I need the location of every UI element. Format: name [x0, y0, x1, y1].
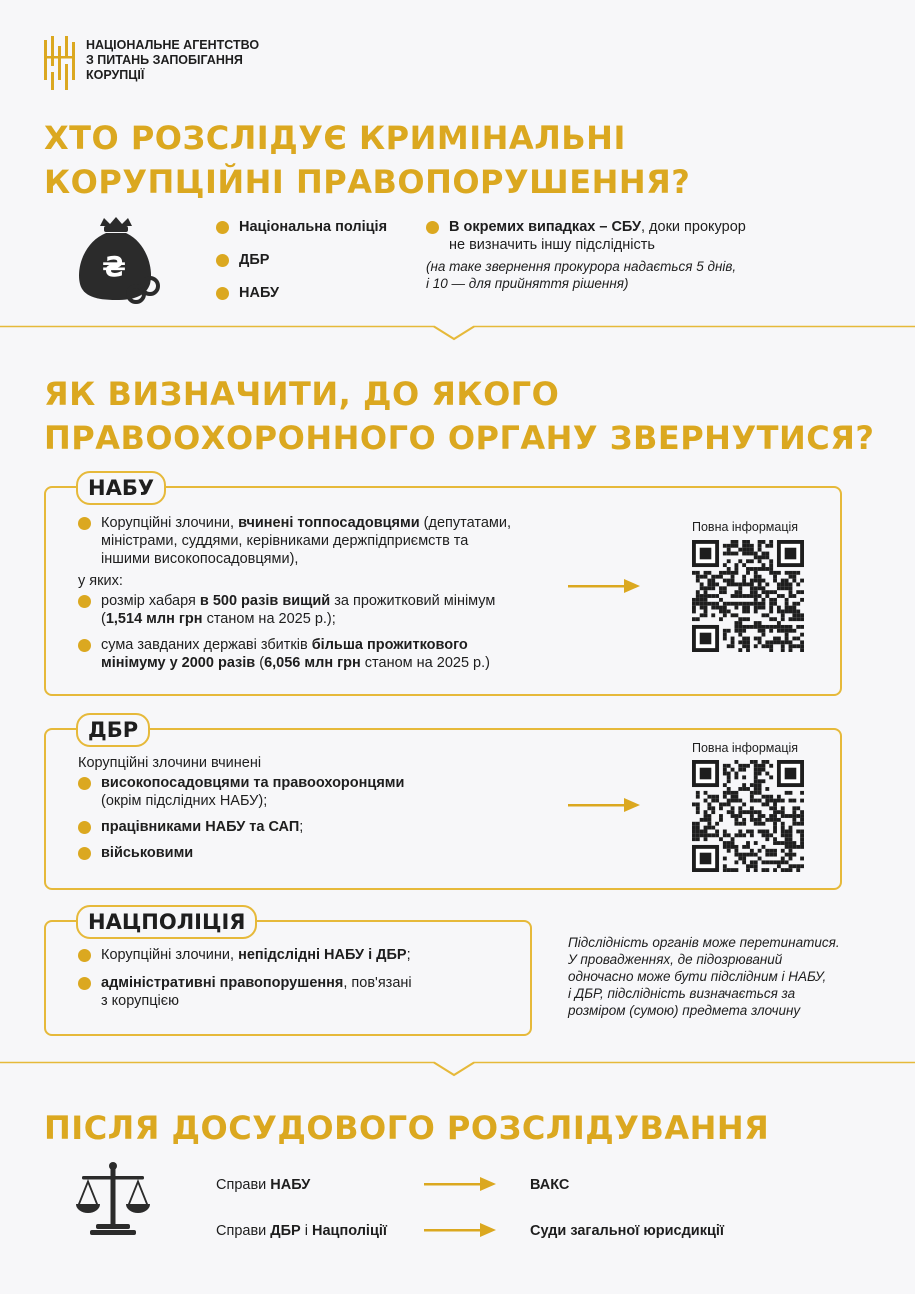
- sbu-note: [426, 258, 826, 292]
- court-row-nabu: [216, 1176, 310, 1194]
- row2-pre: Справи: [216, 1223, 271, 1239]
- nabu-b3-l2-bold2: 6,056 млн грн: [264, 655, 361, 671]
- dbr-bullet-3: [78, 844, 548, 862]
- bullet-dot: [216, 254, 229, 267]
- dbr-intro: Корупційні злочини вчинені: [78, 755, 262, 771]
- org-name-line1: НАЦІОНАЛЬНЕ АГЕНТСТВО: [86, 38, 260, 52]
- nabu-b1-line3: іншими високопосадовцями),: [101, 551, 299, 567]
- nabu-bullet-1: [78, 514, 548, 568]
- jurisdiction-note: [568, 934, 868, 1019]
- nabu-b1-bold: вчинені топпосадовцями: [238, 515, 420, 531]
- police-b1-bold: непідслідні НАБУ і ДБР: [238, 947, 407, 963]
- svg-text:₴: ₴: [101, 250, 127, 283]
- list-item-police: [216, 218, 387, 236]
- list-item-label: Національна поліція: [239, 219, 388, 235]
- nabu-b3-bold: більша прожиткового: [311, 637, 468, 653]
- nabu-qr-code[interactable]: [692, 540, 804, 652]
- arrow-right-icon: [568, 798, 640, 812]
- dbr-b2-post: ;: [299, 819, 304, 835]
- nabu-b2-l2-post: станом на 2025 р.);: [202, 611, 336, 627]
- bullet-dot: [78, 517, 91, 530]
- arrow-right-icon: [424, 1177, 496, 1191]
- org-name: [86, 38, 259, 83]
- list-item-dbr: [216, 251, 387, 269]
- police-b2-bold: адміністративні правопорушення: [101, 975, 344, 991]
- nabu-b3-l2-post: станом на 2025 р.): [360, 655, 490, 671]
- nabu-b2-l2-pre: (: [101, 611, 106, 627]
- bullet-dot: [78, 777, 91, 790]
- police-b1-post: ;: [406, 947, 411, 963]
- money-bag-handcuffs-icon: [74, 216, 162, 308]
- court-general: Суди загальної юрисдикції: [530, 1223, 724, 1239]
- nabu-b3-l2-bold: мінімуму у 2000 разів: [101, 655, 256, 671]
- row2-mid: і: [300, 1223, 313, 1239]
- dbr-bullet-1: [78, 774, 548, 810]
- dbr-b1-bold: високопосадовцями та правоохоронцями: [101, 775, 405, 791]
- note-line: і ДБР, підслідність визначається за: [568, 986, 796, 1001]
- sbu-rest: , доки прокурор: [641, 219, 746, 235]
- dbr-content: [78, 754, 548, 862]
- bullet-dot: [78, 949, 91, 962]
- dbr-qr-code[interactable]: [692, 760, 804, 872]
- sbu-line2: не визначить іншу підслідність: [449, 237, 655, 253]
- sbu-bold: В окремих випадках – СБУ: [449, 219, 641, 235]
- section1-title-line2: КОРУПЦІЙНІ ПРАВОПОРУШЕННЯ?: [44, 163, 691, 201]
- section1-title: [44, 116, 690, 204]
- row2-bold2: Нацполіції: [312, 1223, 387, 1239]
- dbr-tag: ДБР: [76, 713, 150, 747]
- bullet-dot: [426, 221, 439, 234]
- list-item-sbu: [426, 218, 826, 254]
- bullet-dot: [78, 821, 91, 834]
- row1-bold: НАБУ: [270, 1177, 311, 1193]
- police-b2-line2: з корупцією: [101, 993, 180, 1009]
- section-divider: [0, 322, 915, 342]
- nabu-content: [78, 514, 548, 672]
- nazk-logo-icon: [44, 36, 78, 90]
- police-content: [78, 946, 518, 1010]
- note-line: розміром (сумою) предмета злочину: [568, 1003, 801, 1018]
- bullet-dot: [216, 221, 229, 234]
- list-item-label: НАБУ: [239, 285, 280, 301]
- court-row-dbr: [216, 1222, 387, 1240]
- nabu-b2-pre: розмір хабаря: [101, 593, 200, 609]
- nabu-b3-pre: сума завданих державі збитків: [101, 637, 312, 653]
- org-name-line2: З ПИТАНЬ ЗАПОБІГАННЯ: [86, 53, 243, 67]
- section2-title-line2: ПРАВООХОРОННОГО ОРГАНУ ЗВЕРНУТИСЯ?: [44, 419, 875, 457]
- section1-list: [216, 218, 387, 302]
- police-bullet-2: [78, 974, 518, 1010]
- note-line: Підслідність органів може перетинатися.: [568, 935, 840, 950]
- dbr-b3-bold: військовими: [101, 845, 194, 861]
- org-name-line3: КОРУПЦІЇ: [86, 68, 145, 82]
- note-line: У провадженнях, де підозрюваний: [568, 952, 783, 967]
- nabu-b2-bold: в 500 разів вищий: [199, 593, 331, 609]
- section3-title: ПІСЛЯ ДОСУДОВОГО РОЗСЛІДУВАННЯ: [44, 1109, 770, 1147]
- section2-title-line1: ЯК ВИЗНАЧИТИ, ДО ЯКОГО: [44, 375, 560, 413]
- row2-bold: ДБР: [270, 1223, 301, 1239]
- nabu-b1-post: (депутатами,: [419, 515, 512, 531]
- section2-title: [44, 372, 874, 460]
- sbu-note-line2: і 10 — для прийняття рішення): [426, 276, 629, 291]
- bullet-dot: [78, 847, 91, 860]
- police-b1-pre: Корупційні злочини,: [101, 947, 239, 963]
- nabu-bullet-2: [78, 592, 548, 628]
- bullet-dot: [78, 595, 91, 608]
- nabu-qr-label: Повна інформація: [692, 520, 799, 534]
- dbr-qr-label: Повна інформація: [692, 741, 799, 755]
- row1-pre: Справи: [216, 1177, 271, 1193]
- nabu-tag: НАБУ: [76, 471, 166, 505]
- sbu-block: [426, 218, 826, 292]
- section1-title-line1: ХТО РОЗСЛІДУЄ КРИМІНАЛЬНІ: [44, 119, 626, 157]
- sbu-note-line1: (на таке звернення прокурора надається 5 днів,: [426, 259, 737, 274]
- court-vaks: ВАКС: [530, 1177, 570, 1193]
- bullet-dot: [78, 977, 91, 990]
- nabu-b3-l2-mid: (: [255, 655, 265, 671]
- scales-icon: [74, 1160, 152, 1238]
- section-divider: [0, 1058, 915, 1078]
- nabu-which: у яких:: [78, 573, 123, 589]
- dbr-b2-bold: працівниками НАБУ та САП: [101, 819, 300, 835]
- dbr-bullet-2: [78, 818, 548, 836]
- nabu-bullet-3: [78, 636, 548, 672]
- dbr-b1-line2: (окрім підслідних НАБУ);: [101, 793, 268, 809]
- nabu-b2-post: за прожитковий мінімум: [330, 593, 496, 609]
- note-line: одночасно може бути підслідним і НАБУ,: [568, 969, 827, 984]
- nabu-b2-l2-bold: 1,514 млн грн: [105, 611, 203, 627]
- arrow-right-icon: [568, 579, 640, 593]
- police-bullet-1: [78, 946, 518, 964]
- bullet-dot: [216, 287, 229, 300]
- police-tag: НАЦПОЛІЦІЯ: [76, 905, 257, 939]
- arrow-right-icon: [424, 1223, 496, 1237]
- list-item-label: ДБР: [239, 252, 270, 268]
- police-b2-post: , пов'язані: [343, 975, 412, 991]
- nabu-b1-pre: Корупційні злочини,: [101, 515, 239, 531]
- list-item-nabu: [216, 284, 387, 302]
- bullet-dot: [78, 639, 91, 652]
- nabu-b1-line2: міністрами, суддями, керівниками держпідприємств та: [101, 533, 469, 549]
